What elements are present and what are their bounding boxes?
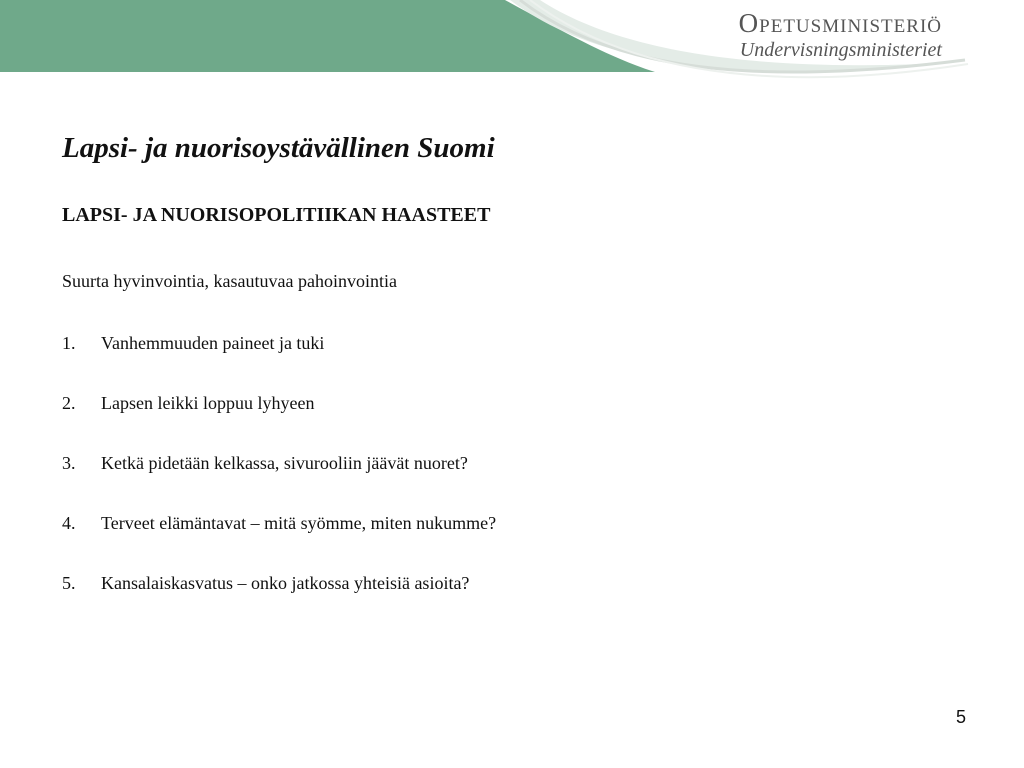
logo-finnish-name: Opetusministeriö [738,8,942,38]
list-item-number: 3. [62,453,76,473]
page-number: 5 [955,707,966,727]
slide-subtitle: LAPSI- JA NUORISOPOLITIIKAN HAASTEET [62,204,491,226]
ministry-logo [739,8,942,62]
list-item-text: Terveet elämäntavat – mitä syömme, miten nukumme? [101,513,497,533]
list-item-text: Ketkä pidetään kelkassa, sivurooliin jäävät nuoret? [101,453,468,473]
list-item [62,512,496,572]
slide-title: Lapsi- ja nuorisoystävällinen Suomi [62,132,495,164]
list-item-text: Vanhemmuuden paineet ja tuki [101,333,325,353]
challenge-list [62,332,496,632]
list-item-number: 4. [62,513,76,533]
list-item-text: Lapsen leikki loppuu lyhyeen [101,393,315,413]
list-item-number: 5. [62,573,76,593]
list-item [62,572,496,632]
list-item-number: 2. [62,393,76,413]
intro-text: Suurta hyvinvointia, kasautuvaa pahoinvointia [62,271,397,291]
list-item-text: Kansalaiskasvatus – onko jatkossa yhteisiä asioita? [101,573,470,593]
list-item [62,452,496,512]
list-item-number: 1. [62,333,76,353]
logo-swedish-name: Undervisningsministeriet [739,39,942,61]
list-item [62,392,496,452]
list-item [62,332,496,392]
